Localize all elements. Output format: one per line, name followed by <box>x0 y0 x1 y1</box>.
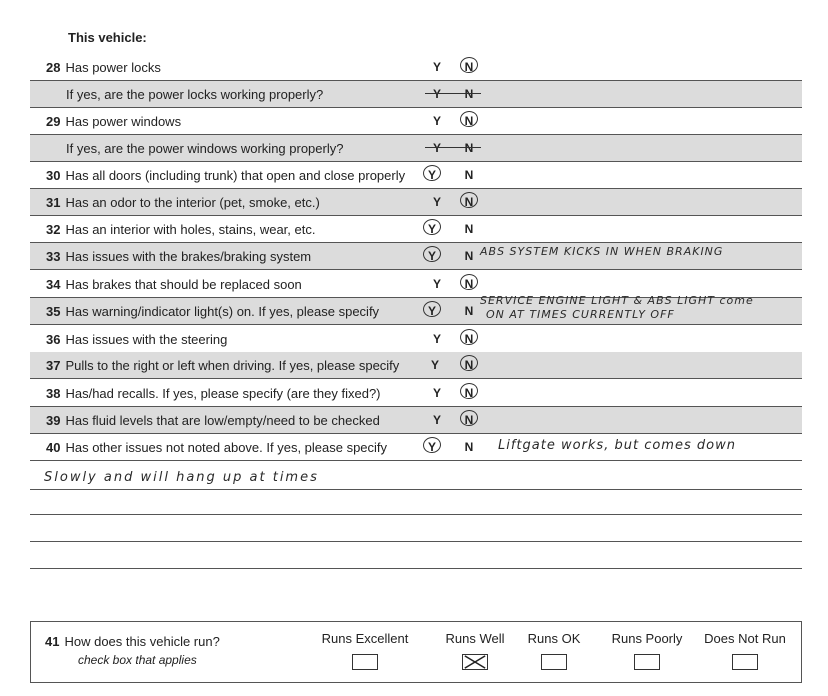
no-option[interactable]: N <box>464 249 474 263</box>
run-question-hint: check box that applies <box>78 653 197 667</box>
yes-option[interactable]: Y <box>432 413 441 427</box>
no-option[interactable]: N <box>464 87 474 101</box>
no-option[interactable]: N <box>464 358 474 372</box>
question-number: 29 <box>46 114 61 129</box>
question-row <box>30 54 802 81</box>
check-x-icon <box>463 655 487 669</box>
question-row <box>30 407 802 434</box>
no-option[interactable]: N <box>464 168 474 182</box>
run-option-checkbox[interactable] <box>634 654 660 670</box>
note-line-3 <box>30 541 802 542</box>
question-label: Has fluid levels that are low/empty/need to be checked <box>65 413 380 428</box>
question-text <box>66 87 323 102</box>
run-option-checkbox[interactable] <box>462 654 488 670</box>
run-option-label: Runs Well <box>445 631 505 646</box>
run-option-checkbox[interactable] <box>541 654 567 670</box>
question-label: Pulls to the right or left when driving. If yes, please specify <box>65 358 400 373</box>
question-text <box>46 222 315 237</box>
run-option-checkbox[interactable] <box>352 654 378 670</box>
no-option[interactable]: N <box>464 114 474 128</box>
question-row <box>30 434 802 461</box>
question-number: 31 <box>46 195 61 210</box>
handwritten-note: ABS SYSTEM KICKS IN WHEN BRAKING <box>480 245 724 258</box>
question-label: Has brakes that should be replaced soon <box>65 277 302 292</box>
question-number: 36 <box>46 332 61 347</box>
yes-option[interactable]: Y <box>432 141 441 155</box>
run-option-label: Runs OK <box>527 631 581 646</box>
yes-option[interactable]: Y <box>427 304 436 318</box>
no-option[interactable]: N <box>464 60 474 74</box>
note-line-1 <box>30 489 802 490</box>
strike-through-mark <box>425 147 481 148</box>
no-option[interactable]: N <box>464 222 474 236</box>
question-row <box>30 162 802 189</box>
continuation-note: Slowly and will hang up at times <box>44 470 319 485</box>
run-option-label: Runs Excellent <box>321 631 409 646</box>
question-row <box>30 135 802 162</box>
question-number: 33 <box>46 249 61 264</box>
no-option[interactable]: N <box>464 141 474 155</box>
question-text <box>46 386 381 401</box>
question-number: 32 <box>46 222 61 237</box>
yes-option[interactable]: Y <box>432 386 441 400</box>
question-row <box>30 108 802 135</box>
question-row <box>30 294 802 325</box>
no-option[interactable]: N <box>464 195 474 209</box>
question-number: 35 <box>46 304 61 319</box>
question-label: Has issues with the brakes/braking system <box>65 249 312 264</box>
question-text <box>46 168 405 183</box>
question-label: Has an odor to the interior (pet, smoke, etc.) <box>65 195 320 210</box>
handwritten-note-line-2: ON AT TIMES CURRENTLY OFF <box>486 308 675 321</box>
question-row <box>30 243 802 270</box>
question-text <box>46 277 302 292</box>
run-question: 41 How does this vehicle run? <box>45 634 220 649</box>
handwritten-note: SERVICE ENGINE LIGHT & ABS LIGHT come <box>480 294 754 307</box>
question-text <box>46 249 311 264</box>
note-line-4 <box>30 568 802 569</box>
yes-option[interactable]: Y <box>427 168 436 182</box>
question-row <box>30 81 802 108</box>
question-text <box>46 413 380 428</box>
question-row <box>30 326 802 353</box>
yes-option[interactable]: Y <box>427 222 436 236</box>
question-number: 39 <box>46 413 61 428</box>
no-option[interactable]: N <box>464 413 474 427</box>
question-number: 40 <box>46 440 61 455</box>
question-label: Has an interior with holes, stains, wear, etc. <box>65 222 316 237</box>
question-text <box>46 195 320 210</box>
question-number: 28 <box>46 60 61 75</box>
run-option-label: Does Not Run <box>704 631 786 646</box>
yes-option[interactable]: Y <box>427 249 436 263</box>
question-label: Has all doors (including trunk) that open and close properly <box>65 168 406 183</box>
run-option-checkbox[interactable] <box>732 654 758 670</box>
question-row <box>30 352 802 379</box>
yes-option[interactable]: Y <box>430 358 439 372</box>
question-label: Has power windows <box>65 114 182 129</box>
strike-through-mark <box>425 93 481 94</box>
question-label: Has/had recalls. If yes, please specify (are they fixed?) <box>65 386 381 401</box>
question-row <box>30 189 802 216</box>
yes-option[interactable]: Y <box>432 60 441 74</box>
no-option[interactable]: N <box>464 332 474 346</box>
question-number: 30 <box>46 168 61 183</box>
yes-option[interactable]: Y <box>427 440 436 454</box>
no-option[interactable]: N <box>464 386 474 400</box>
question-row <box>30 380 802 407</box>
yes-option[interactable]: Y <box>432 277 441 291</box>
run-option-label: Runs Poorly <box>611 631 683 646</box>
question-number: 38 <box>46 386 61 401</box>
question-text <box>46 440 387 455</box>
section-title: This vehicle: <box>68 30 147 45</box>
no-option[interactable]: N <box>464 304 474 318</box>
question-number: 34 <box>46 277 61 292</box>
yes-option[interactable]: Y <box>432 195 441 209</box>
run-condition-box <box>30 621 802 683</box>
question-text <box>46 332 227 347</box>
no-option[interactable]: N <box>464 440 474 454</box>
question-row <box>30 216 802 243</box>
question-label: Has issues with the steering <box>65 332 228 347</box>
question-label: If yes, are the power windows working properly? <box>66 141 344 156</box>
question-text <box>46 304 379 319</box>
no-option[interactable]: N <box>464 277 474 291</box>
question-text <box>46 60 161 75</box>
handwritten-note: Liftgate works, but comes down <box>498 438 736 453</box>
question-label: If yes, are the power locks working properly? <box>66 87 324 102</box>
question-label: Has other issues not noted above. If yes, please specify <box>65 440 388 455</box>
question-text <box>46 114 181 129</box>
question-text <box>46 358 399 373</box>
yes-option[interactable]: Y <box>432 332 441 346</box>
question-text <box>66 141 343 156</box>
yes-option[interactable]: Y <box>432 87 441 101</box>
question-label: Has power locks <box>65 60 161 75</box>
question-label: Has warning/indicator light(s) on. If yes, please specify <box>65 304 380 319</box>
note-line-2 <box>30 514 802 515</box>
question-number: 37 <box>46 358 61 373</box>
yes-option[interactable]: Y <box>432 114 441 128</box>
